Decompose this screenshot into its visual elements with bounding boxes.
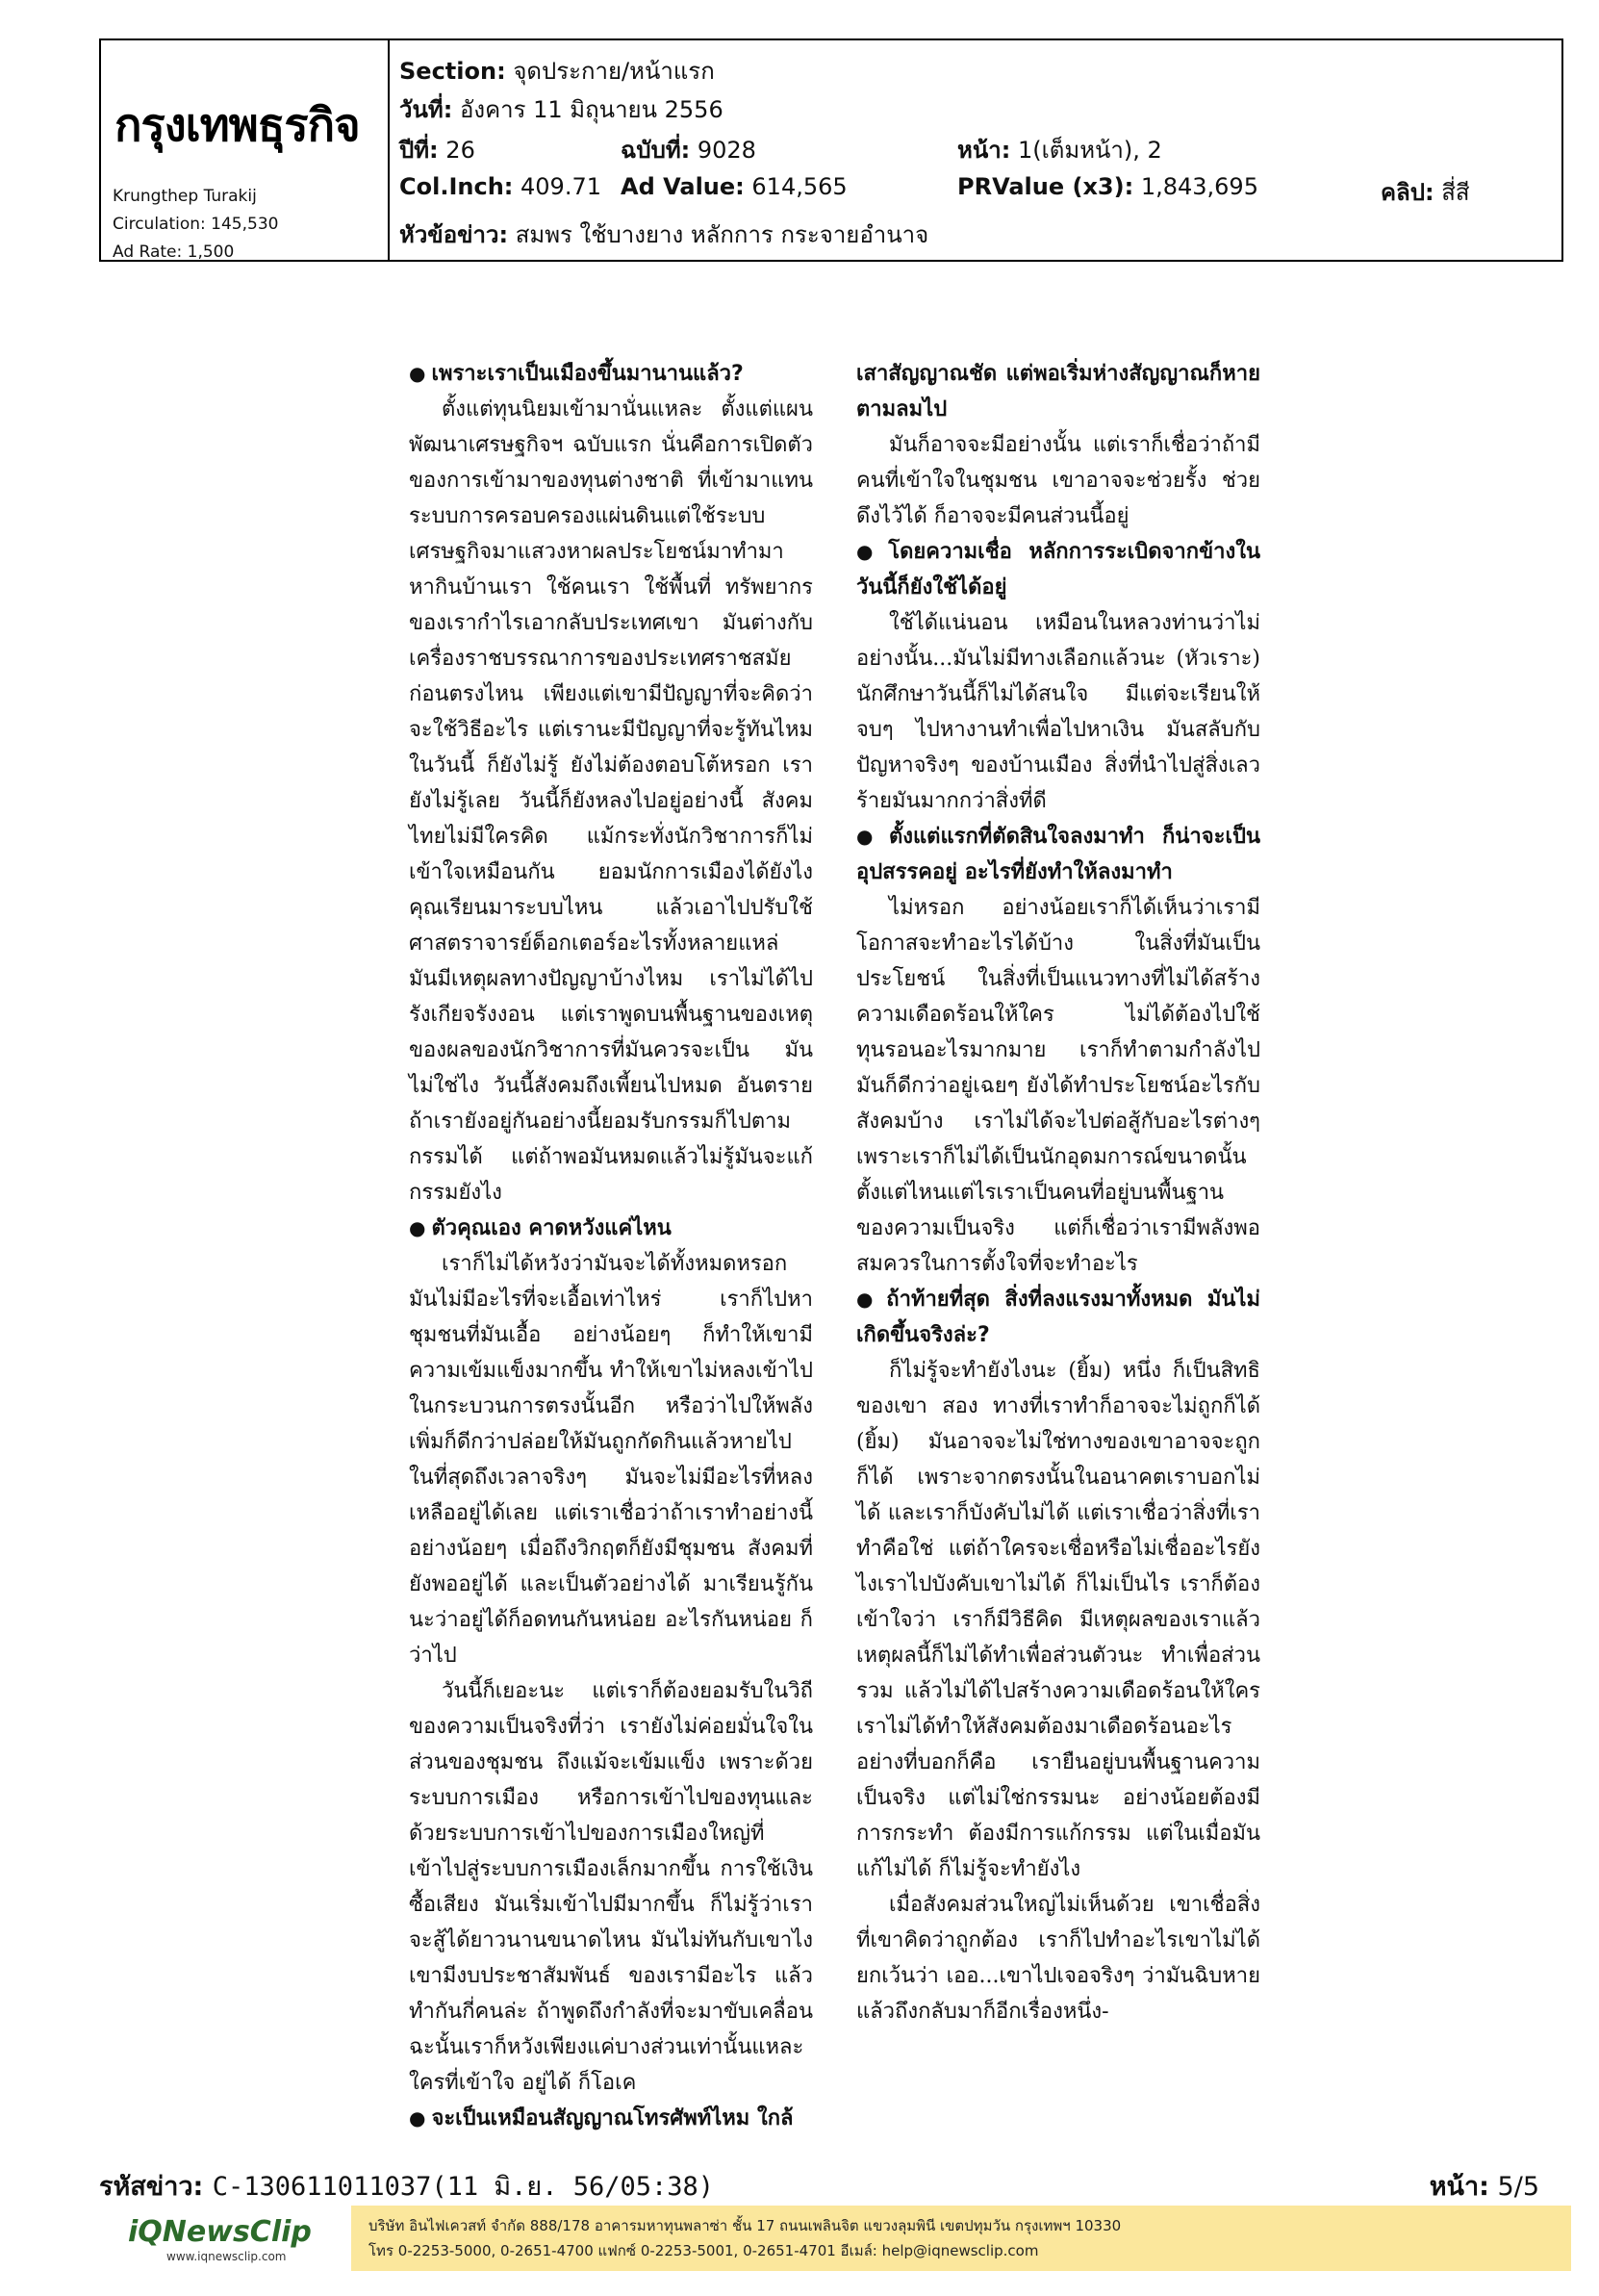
bullet-icon: ● — [856, 825, 883, 848]
year-field: ปีที่: 26 — [399, 137, 475, 164]
page-field: หน้า: 1(เต็มหน้า), 2 — [957, 137, 1162, 164]
question-heading: ● เพราะเราเป็นเมืองขึ้นมานานแล้ว? — [409, 362, 744, 386]
article-column-2 — [856, 356, 1260, 2029]
clip-header — [99, 38, 1563, 262]
question-heading: ● ตัวคุณเอง คาดหวังแค่ไหน — [409, 1216, 672, 1240]
company-info — [368, 2213, 1121, 2263]
colinch-field: Col.Inch: 409.71 — [399, 173, 601, 200]
company-address: บริษัท อินไฟเควสท์ จำกัด 888/178 อาคารมหาทุนพลาซ่า ชั้น 17 ถนนเพลินจิต แขวงลุมพินี เขตปทุมวัน กรุงเทพฯ 10330 — [368, 2217, 1122, 2234]
date-field: วันที่: อังคาร 11 มิถุนายน 2556 — [399, 96, 723, 123]
answer-paragraph: ตั้งแต่ทุนนิยมเข้ามานั่นแหละ ตั้งแต่แผนพัฒนาเศรษฐกิจฯ ฉบับแรก นั่นคือการเปิดตัวของการเข้ามาของทุนต่างชาติ ที่เข้ามาแทนระบบการครอบครองแผ่นดินแต่ใช้ระบบเศรษฐกิจมาแสวงหาผลประโยชน์มาทำมาหากินบ้านเรา ใช้คนเรา ใช้พื้นที่ ทรัพยากรของเรากำไรเอากลับประเทศเขา มันต่างกับเครื่องราชบรรณาการของประเทศราชสมัยก่อนตรงไหน เพียงแต่เขามีปัญญาที่จะคิดว่าจะใช้วิธีอะไร แต่เรานะมีปัญญาที่จะรู้ทันไหมในวันนี้ ก็ยังไม่รู้ ยังไม่ต้องตอบโต้หรอก เรายังไม่รู้เลย วันนี้ก็ยังหลงไปอยู่อย่างนี้ สังคมไทยไม่มีใครคิด แม้กระทั่งนักวิชาการก็ไม่เข้าใจเหมือนกัน ยอมนักการเมืองได้ยังไง คุณเรียนมาระบบไหน แล้วเอาไปปรับใช้ศาสตราจารย์ด็อกเตอร์อะไรทั้งหลายแหล่ มันมีเหตุผลทางปัญญาบ้างไหม เราไม่ได้ไปรังเกียจรังงอน แต่เราพูดบนพื้นฐานของเหตุของผลของนักวิชาการที่มันควรจะเป็น มันไม่ใช่ไง วันนี้สังคมถึงเพี้ยนไปหมด อันตราย ถ้าเรายังอยู่กันอย่างนี้ยอมรับกรรมก็ไปตามกรรมได้ แต่ถ้าพอมันหมดแล้วไม่รู้มันจะแก้กรรมยังไง — [409, 397, 813, 1205]
question-continuation: เสาสัญญาณชัด แต่พอเริ่มห่างสัญญาณก็หายตามลมไป — [856, 362, 1260, 421]
advalue-field: Ad Value: 614,565 — [621, 173, 848, 200]
bullet-icon: ● — [409, 2106, 426, 2130]
page-count: หน้า: 5/5 — [1429, 2172, 1539, 2202]
footer-bar — [99, 2206, 1571, 2271]
clip-color-field: คลิป: สี่สี — [1381, 179, 1470, 206]
headline-field: หัวข้อข่าว: สมพร ใช้บางยาง หลักการ กระจายอำนาจ — [399, 221, 929, 248]
publication-panel — [101, 40, 390, 260]
answer-paragraph: ไม่หรอก อย่างน้อยเราก็ได้เห็นว่าเรามีโอกาสจะทำอะไรได้บ้าง ในสิ่งที่มันเป็นประโยชน์ ในสิ่งที่เป็นแนวทางที่ไม่ได้สร้างความเดือดร้อนให้ใคร ไม่ได้ต้องไปใช้ทุนรอนอะไรมากมาย เราก็ทำตามกำลังไป มันก็ดีกว่าอยู่เฉยๆ ยังได้ทำประโยชน์อะไรกับสังคมบ้าง เราไม่ได้จะไปต่อสู้กับอะไรต่างๆ เพราะเราก็ไม่ได้เป็นนักอุดมการณ์ขนาดนั้น ตั้งแต่ไหนแต่ไรเราเป็นคนที่อยู่บนพื้นฐานของความเป็นจริง แต่ก็เชื่อว่าเรามีพลังพอสมควรในการตั้งใจที่จะทำอะไร — [856, 896, 1260, 1276]
answer-paragraph: ใช้ได้แน่นอน เหมือนในหลวงท่านว่าไม่อย่างนั้น...มันไม่มีทางเลือกแล้วนะ (หัวเราะ) นักศึกษาวันนี้ก็ไม่ได้สนใจ มีแต่จะเรียนให้จบๆ ไปหางานทำเพื่อไปหาเงิน มันสลับกับปัญหาจริงๆ ของบ้านเมือง สิ่งที่นำไปสู่สิ่งเลวร้ายมันมากกว่าสิ่งที่ดี — [856, 611, 1260, 813]
brand-mark: iQNewsClip — [128, 2215, 312, 2249]
article-column-1 — [409, 356, 813, 2136]
question-heading: ● โดยความเชื่อ หลักการระเบิดจากข้างในวันนี้ก็ยังใช้ได้อยู่ — [856, 540, 1260, 600]
publication-info — [113, 183, 278, 267]
answer-paragraph: เมื่อสังคมส่วนใหญ่ไม่เห็นด้วย เขาเชื่อสิ่งที่เขาคิดว่าถูกต้อง เราก็ไปทำอะไรเขาไม่ได้ ยกเว้นว่า เออ...เขาไปเจอจริงๆ ว่ามันฉิบหายแล้วถึงกลับมาก็อีกเรื่องหนึ่ง- — [856, 1893, 1260, 2024]
issue-field: ฉบับที่: 9028 — [621, 137, 756, 164]
ad-rate: Ad Rate: 1,500 — [113, 242, 235, 262]
company-contact: โทร 0-2253-5000, 0-2651-4700 แฟกซ์ 0-2253-5001, 0-2651-4701 อีเมล์: help@iqnewsclip.com — [368, 2242, 1039, 2259]
answer-paragraph: มันก็อาจจะมีอย่างนั้น แต่เราก็เชื่อว่าถ้ามีคนที่เข้าใจในชุมชน เขาอาจจะช่วยรั้ง ช่วยดึงไว้ได้ ก็อาจจะมีคนส่วนนี้อยู่ — [856, 433, 1260, 528]
brand-url: www.iqnewsclip.com — [166, 2250, 287, 2263]
bullet-icon: ● — [409, 362, 426, 385]
prvalue-field: PRValue (x3): 1,843,695 — [957, 173, 1258, 200]
bullet-icon: ● — [856, 540, 883, 563]
clip-reference: รหัสข่าว: C-130611011037(11 มิ.ย. 56/05:38) — [99, 2172, 715, 2202]
question-heading: ● ตั้งแต่แรกที่ตัดสินใจลงมาทำ ก็น่าจะเป็นอุปสรรคอยู่ อะไรที่ยังทำให้ลงมาทำ — [856, 825, 1261, 884]
bullet-icon: ● — [409, 1216, 426, 1239]
circulation: Circulation: 145,530 — [113, 215, 279, 234]
bullet-icon: ● — [856, 1288, 881, 1311]
section-field: Section: จุดประกาย/หน้าแรก — [399, 58, 715, 85]
question-heading: ● ถ้าท้ายที่สุด สิ่งที่ลงแรงมาทั้งหมด มันไม่เกิดขึ้นจริงล่ะ? — [856, 1288, 1261, 1347]
answer-paragraph: วันนี้ก็เยอะนะ แต่เราก็ต้องยอมรับในวิถีของความเป็นจริงที่ว่า เรายังไม่ค่อยมั่นใจในส่วนของชุมชน ถึงแม้จะเข้มแข็ง เพราะด้วยระบบการเมือง หรือการเข้าไปของทุนและด้วยระบบการเข้าไปของการเมืองใหญ่ที่เข้าไปสู่ระบบการเมืองเล็กมากขึ้น การใช้เงินซื้อเสียง มันเริ่มเข้าไปมีมากขึ้น ก็ไม่รู้ว่าเราจะสู้ได้ยาวนานขนาดไหน มันไม่ทันกับเขาไง เขามีงบประชาสัมพันธ์ ของเรามีอะไร แล้วทำกันกี่คนล่ะ ถ้าพูดถึงกำลังที่จะมาขับเคลื่อน ฉะนั้นเราก็หวังเพียงแค่บางส่วนเท่านั้นแหละ ใครที่เข้าใจ อยู่ได้ ก็โอเค — [409, 1679, 813, 2095]
question-heading: ● จะเป็นเหมือนสัญญาณโทรศัพท์ไหม ใกล้ — [409, 2106, 794, 2130]
newspaper-logo: กรุงเทพธุรกิจ — [114, 99, 360, 152]
answer-paragraph: เราก็ไม่ได้หวังว่ามันจะได้ทั้งหมดหรอก มันไม่มีอะไรที่จะเอื้อเท่าไหร่ เราก็ไปหาชุมชนที่มันเอื้อ อย่างน้อยๆ ก็ทำให้เขามีความเข้มแข็งมากขึ้น ทำให้เขาไม่หลงเข้าไปในกระบวนการตรงนั้นอีก หรือว่าไปให้พลังเพิ่มก็ดีกว่าปล่อยให้มันถูกกัดกินแล้วหายไป ในที่สุดถึงเวลาจริงๆ มันจะไม่มีอะไรที่หลงเหลืออยู่ได้เลย แต่เราเชื่อว่าถ้าเราทำอย่างนี้ อย่างน้อยๆ เมื่อถึงวิกฤตก็ยังมีชุมชน สังคมที่ยังพออยู่ได้ และเป็นตัวอย่างได้ มาเรียนรู้กันนะว่าอยู่ได้ก็อดทนกันหน่อย อะไรกันหน่อย ก็ว่าไป — [409, 1252, 813, 1668]
answer-paragraph: ก็ไม่รู้จะทำยังไงนะ (ยิ้ม) หนึ่ง ก็เป็นสิทธิของเขา สอง ทางที่เราทำก็อาจจะไม่ถูกก็ได้ (ยิ้ม) มันอาจจะไม่ใช่ทางของเขาอาจจะถูกก็ได้ เพราะจากตรงนั้นในอนาคตเราบอกไม่ได้ และเราก็บังคับไม่ได้ แต่เราเชื่อว่าสิ่งที่เราทำคือใช่ แต่ถ้าใครจะเชื่อหรือไม่เชื่ออะไรยังไงเราไปบังคับเขาไม่ได้ ก็ไม่เป็นไร เราก็ต้องเข้าใจว่า เราก็มีวิธีคิด มีเหตุผลของเราแล้วเหตุผลนี้ก็ไม่ได้ทำเพื่อส่วนตัวนะ ทำเพื่อส่วนรวม แล้วไม่ได้ไปสร้างความเดือดร้อนให้ใคร เราไม่ได้ทำให้สังคมต้องมาเดือดร้อนอะไรอย่างที่บอกก็คือ เรายืนอยู่บนพื้นฐานความเป็นจริง แต่ไม่ใช่กรรมนะ อย่างน้อยต้องมีการกระทำ ต้องมีการแก้กรรม แต่ในเมื่อมันแก้ไม่ได้ ก็ไม่รู้จะทำยังไง — [856, 1359, 1260, 1881]
publication-name: Krungthep Turakij — [113, 187, 257, 206]
iqnewsclip-logo — [99, 2206, 351, 2271]
